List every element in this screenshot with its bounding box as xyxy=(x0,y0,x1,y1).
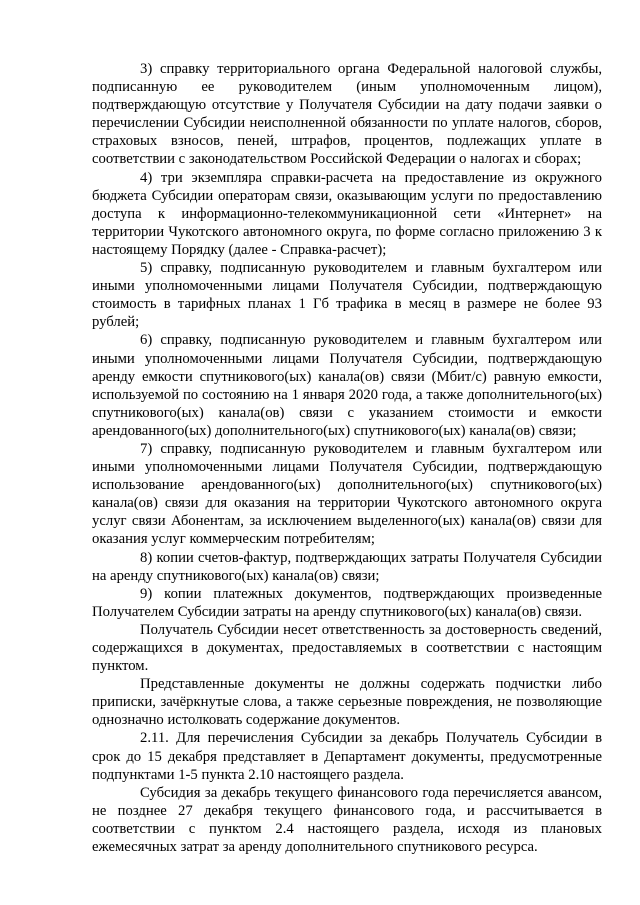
paragraph-item-6: 6) справку, подписанную руководителем и главным бухгалтером или иными уполномоченными лицами Получателя Субсидии, подтверждающую аренду емкости спутникового(ых) канала(ов) связи (Мбит/с) равную емкости, используемой по состоянию на 1 января 2020 года, а также дополнительного(ых) спутникового(ых) канала(ов) связи с указанием стоимости и емкости арендованного(ых) дополнительного(ых) спутникового(ых) канала(ов) связи; xyxy=(92,332,602,439)
paragraph-responsibility: Получатель Субсидии несет ответственность за достоверность сведений, содержащихся в документах, предоставляемых в соответствии с настоящим пунктом. xyxy=(92,621,602,675)
paragraph-december-subsidy: Субсидия за декабрь текущего финансового года перечисляется авансом, не позднее 27 декабря текущего финансового года, и рассчитывается в соответствии с пунктом 2.4 настоящего раздела, исходя из плановых ежемесячных затрат за аренду дополнительного спутникового ресурса. xyxy=(92,784,602,856)
paragraph-item-9: 9) копии платежных документов, подтверждающих произведенные Получателем Субсидии затраты на аренду спутникового(ых) канала(ов) связи. xyxy=(92,585,602,620)
paragraph-item-3: 3) справку территориального органа Федеральной налоговой службы, подписанную ее руководителем (иным уполномоченным лицом), подтверждающую отсутствие у Получателя Субсидии на дату подачи заявки о перечислении Субсидии неисполненной обязанности по уплате налогов, сборов, страховых взносов, пеней, штрафов, процентов, подлежащих уплате в соответствии с законодательством Российской Федерации о налогах и сборах; xyxy=(92,61,602,168)
paragraph-section-2-11: 2.11. Для перечисления Субсидии за декабрь Получатель Субсидии в срок до 15 декабря представляет в Департамент документы, предусмотренные подпунктами 1-5 пункта 2.10 настоящего раздела. xyxy=(92,730,602,783)
paragraph-document-requirements: Представленные документы не должны содержать подчистки либо приписки, зачёркнутые слова, а также серьезные повреждения, не позволяющие однозначно истолковать содержание документов. xyxy=(92,676,602,729)
paragraph-item-8: 8) копии счетов-фактур, подтверждающих затраты Получателя Субсидии на аренду спутникового(ых) канала(ов) связи; xyxy=(92,549,602,584)
paragraph-item-5: 5) справку, подписанную руководителем и главным бухгалтером или иными уполномоченными лицами Получателя Субсидии, подтверждающую стоимость в тарифных планах 1 Гб трафика в месяц в размере не более 93 рублей; xyxy=(92,260,602,331)
paragraph-item-4: 4) три экземпляра справки-расчета на предоставление из окружного бюджета Субсидии операторам связи, оказывающим услуги по предоставлению доступа к информационно-телекоммуникационной сети «Интернет» на территории Чукотского автономного округа, по форме согласно приложению 3 к настоящему Порядку (далее - Справка-расчет); xyxy=(92,169,602,258)
document-page xyxy=(92,60,602,856)
paragraph-item-7: 7) справку, подписанную руководителем и главным бухгалтером или иными уполномоченными лицами Получателя Субсидии, подтверждающую использование арендованного(ых) дополнительного(ых) спутникового(ых) канала(ов) связи для оказания на территории Чукотского автономного округа услуг связи Абонентам, за исключением выделенного(ых) канала(ов) связи для оказания услуг коммерческим потребителям; xyxy=(92,440,602,548)
